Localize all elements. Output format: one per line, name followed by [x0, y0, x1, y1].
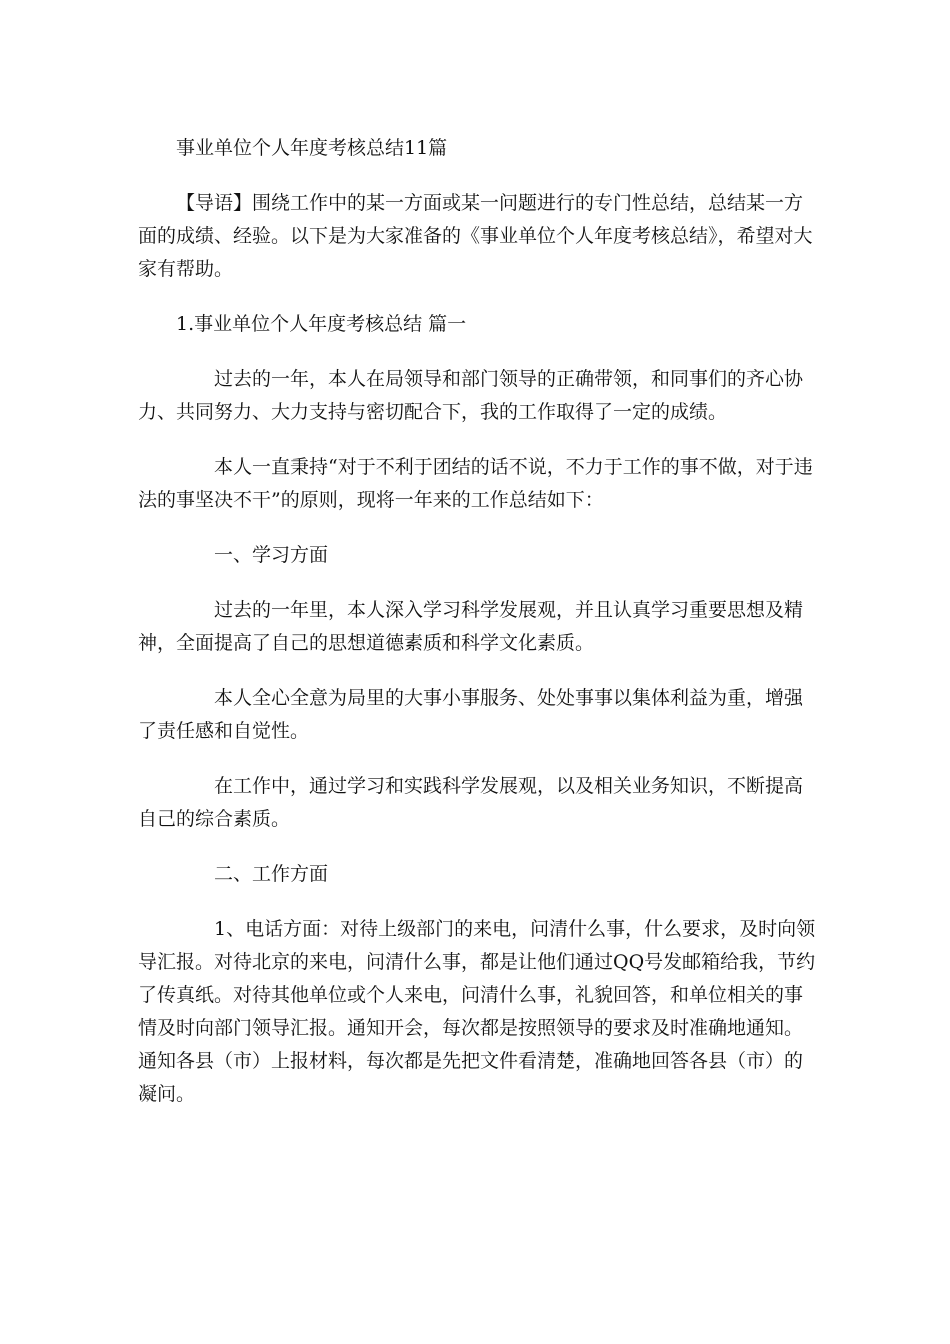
paragraph-5: 在工作中，通过学习和实践科学发展观，以及相关业务知识，不断提高自己的综合素质。 — [138, 775, 804, 830]
section-heading: 1.事业单位个人年度考核总结 篇一 — [176, 313, 467, 335]
subheading-work: 二、工作方面 — [214, 863, 329, 885]
intro-paragraph: 【导语】围绕工作中的某一方面或某一问题进行的专门性总结，总结某一方面的成绩、经验。以下是为大家准备的《事业单位个人年度考核总结》，希望对大家有帮助。 — [138, 192, 813, 280]
paragraph-3: 过去的一年里，本人深入学习科学发展观，并且认真学习重要思想及精神，全面提高了自己的思想道德素质和科学文化素质。 — [138, 599, 804, 654]
document-title: 事业单位个人年度考核总结11篇 — [176, 137, 448, 159]
paragraph-4: 本人全心全意为局里的大事小事服务、处处事事以集体利益为重，增强了责任感和自觉性。 — [138, 687, 804, 742]
paragraph-6: 1、电话方面：对待上级部门的来电，问清什么事，什么要求，及时向领导汇报。对待北京的来电，问清什么事，都是让他们通过QQ号发邮箱给我，节约了传真纸。对待其他单位或个人来电，问清什么事，礼貌回答，和单位相关的事情及时向部门领导汇报。通知开会，每次都是按照领导的要求及时准确地通知。通知各县（市）上报材料，每次都是先把文件看清楚，准确地回答各县（市）的凝问。 — [138, 918, 816, 1105]
subheading-study: 一、学习方面 — [214, 544, 329, 566]
paragraph-1: 过去的一年，本人在局领导和部门领导的正确带领，和同事们的齐心协力、共同努力、大力支持与密切配合下，我的工作取得了一定的成绩。 — [138, 368, 804, 423]
paragraph-2: 本人一直秉持“对于不利于团结的话不说，不力于工作的事不做，对于违法的事坚决不干”的原则，现将一年来的工作总结如下： — [138, 456, 813, 511]
